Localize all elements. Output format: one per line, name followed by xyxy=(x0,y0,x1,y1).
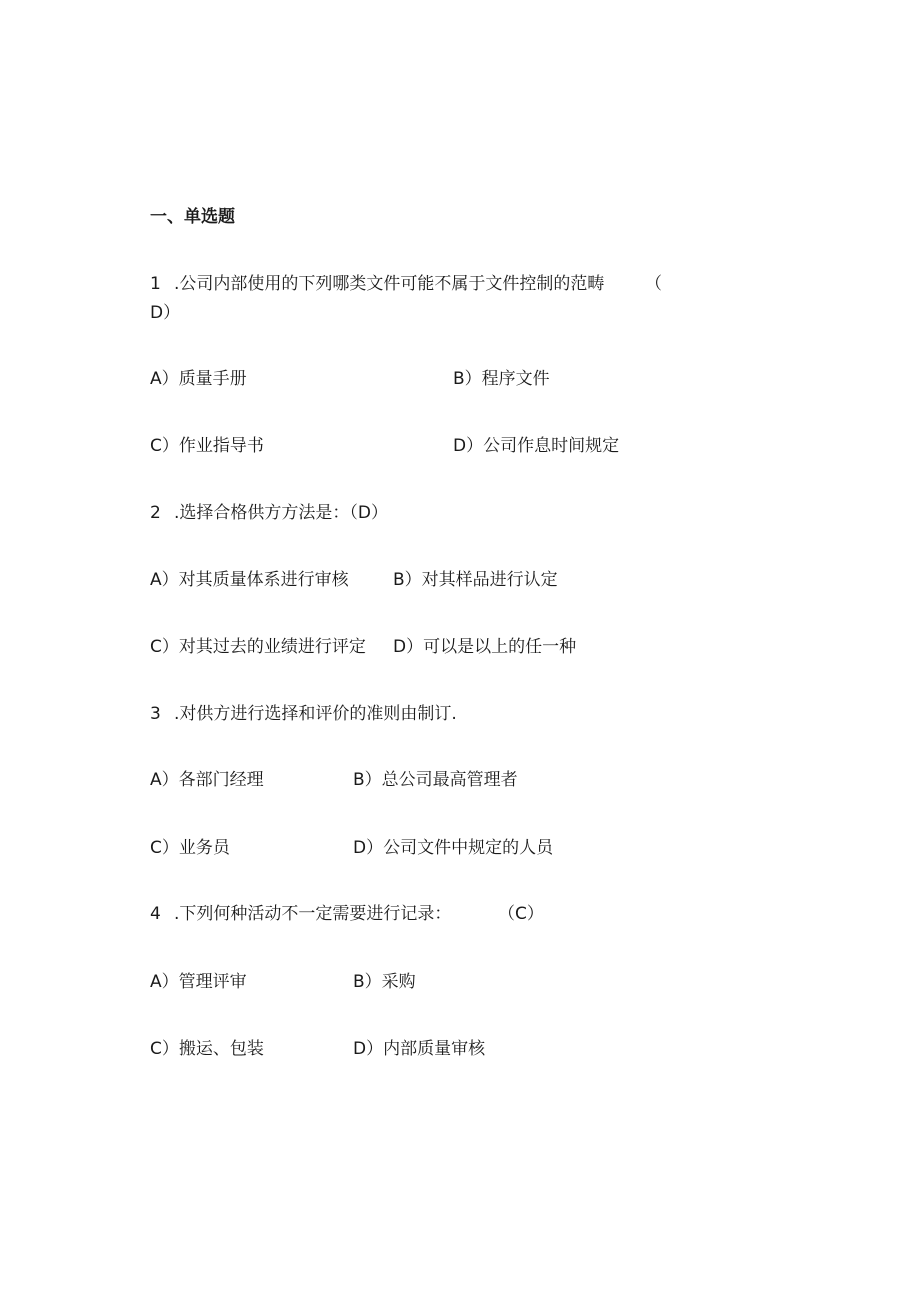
question-text: .对供方进行选择和评价的准则由制订. xyxy=(174,704,457,724)
option-label: D） xyxy=(353,1039,384,1059)
question-4-answer: （C） xyxy=(498,904,544,924)
question-text: .下列何种活动不一定需要进行记录： xyxy=(174,904,452,924)
option-text: 管理评审 xyxy=(178,972,247,992)
question-2 xyxy=(150,502,388,524)
option-b xyxy=(353,769,518,791)
question-4 xyxy=(150,903,451,925)
option-text: 公司作息时间规定 xyxy=(483,436,620,456)
option-label: D） xyxy=(453,436,484,456)
question-number: 4 xyxy=(150,904,161,924)
option-label: A） xyxy=(150,770,179,790)
question-text: .公司内部使用的下列哪类文件可能不属于文件控制的范畴 xyxy=(174,274,605,294)
option-label: D） xyxy=(393,637,424,657)
option-text: 业务员 xyxy=(178,838,230,858)
option-text: 内部质量审核 xyxy=(383,1039,486,1059)
option-text: 各部门经理 xyxy=(178,770,264,790)
question-number: 2 xyxy=(150,503,161,523)
option-a xyxy=(150,569,349,591)
option-label: C） xyxy=(150,1039,179,1059)
option-a xyxy=(150,368,247,390)
option-b xyxy=(453,368,550,390)
option-a xyxy=(150,769,264,791)
option-label: C） xyxy=(150,838,179,858)
option-label: B） xyxy=(453,369,482,389)
option-d xyxy=(453,435,619,457)
option-d xyxy=(353,837,553,859)
option-b xyxy=(353,971,416,993)
option-text: 搬运、包装 xyxy=(178,1039,264,1059)
option-text: 程序文件 xyxy=(481,369,550,389)
option-d xyxy=(393,636,576,658)
option-label: B） xyxy=(353,770,382,790)
option-c xyxy=(150,636,366,658)
question-number: 3 xyxy=(150,704,161,724)
option-label: B） xyxy=(393,570,422,590)
question-1-answer: D） xyxy=(150,303,181,323)
option-label: D） xyxy=(353,838,384,858)
question-3 xyxy=(150,703,457,725)
answer-open-paren: （ xyxy=(645,274,662,294)
option-text: 采购 xyxy=(381,972,416,992)
option-label: C） xyxy=(150,436,179,456)
option-text: 可以是以上的任一种 xyxy=(423,637,577,657)
option-c xyxy=(150,1038,264,1060)
question-1 xyxy=(150,273,670,295)
option-c xyxy=(150,435,264,457)
question-text: .选择合格供方方法是：（D） xyxy=(174,503,388,523)
option-text: 对其样品进行认定 xyxy=(421,570,558,590)
option-label: B） xyxy=(353,972,382,992)
option-d xyxy=(353,1038,485,1060)
option-text: 总公司最高管理者 xyxy=(381,770,518,790)
option-label: A） xyxy=(150,972,179,992)
option-text: 对其质量体系进行审核 xyxy=(178,570,349,590)
option-c xyxy=(150,837,230,859)
option-label: A） xyxy=(150,369,179,389)
option-text: 公司文件中规定的人员 xyxy=(383,838,554,858)
option-a xyxy=(150,971,247,993)
section-title: 一、单选题 xyxy=(150,207,235,227)
option-b xyxy=(393,569,558,591)
option-label: C） xyxy=(150,637,179,657)
option-text: 质量手册 xyxy=(178,369,247,389)
option-text: 对其过去的业绩进行评定 xyxy=(178,637,366,657)
question-number: 1 xyxy=(150,274,161,294)
option-label: A） xyxy=(150,570,179,590)
option-text: 作业指导书 xyxy=(178,436,264,456)
